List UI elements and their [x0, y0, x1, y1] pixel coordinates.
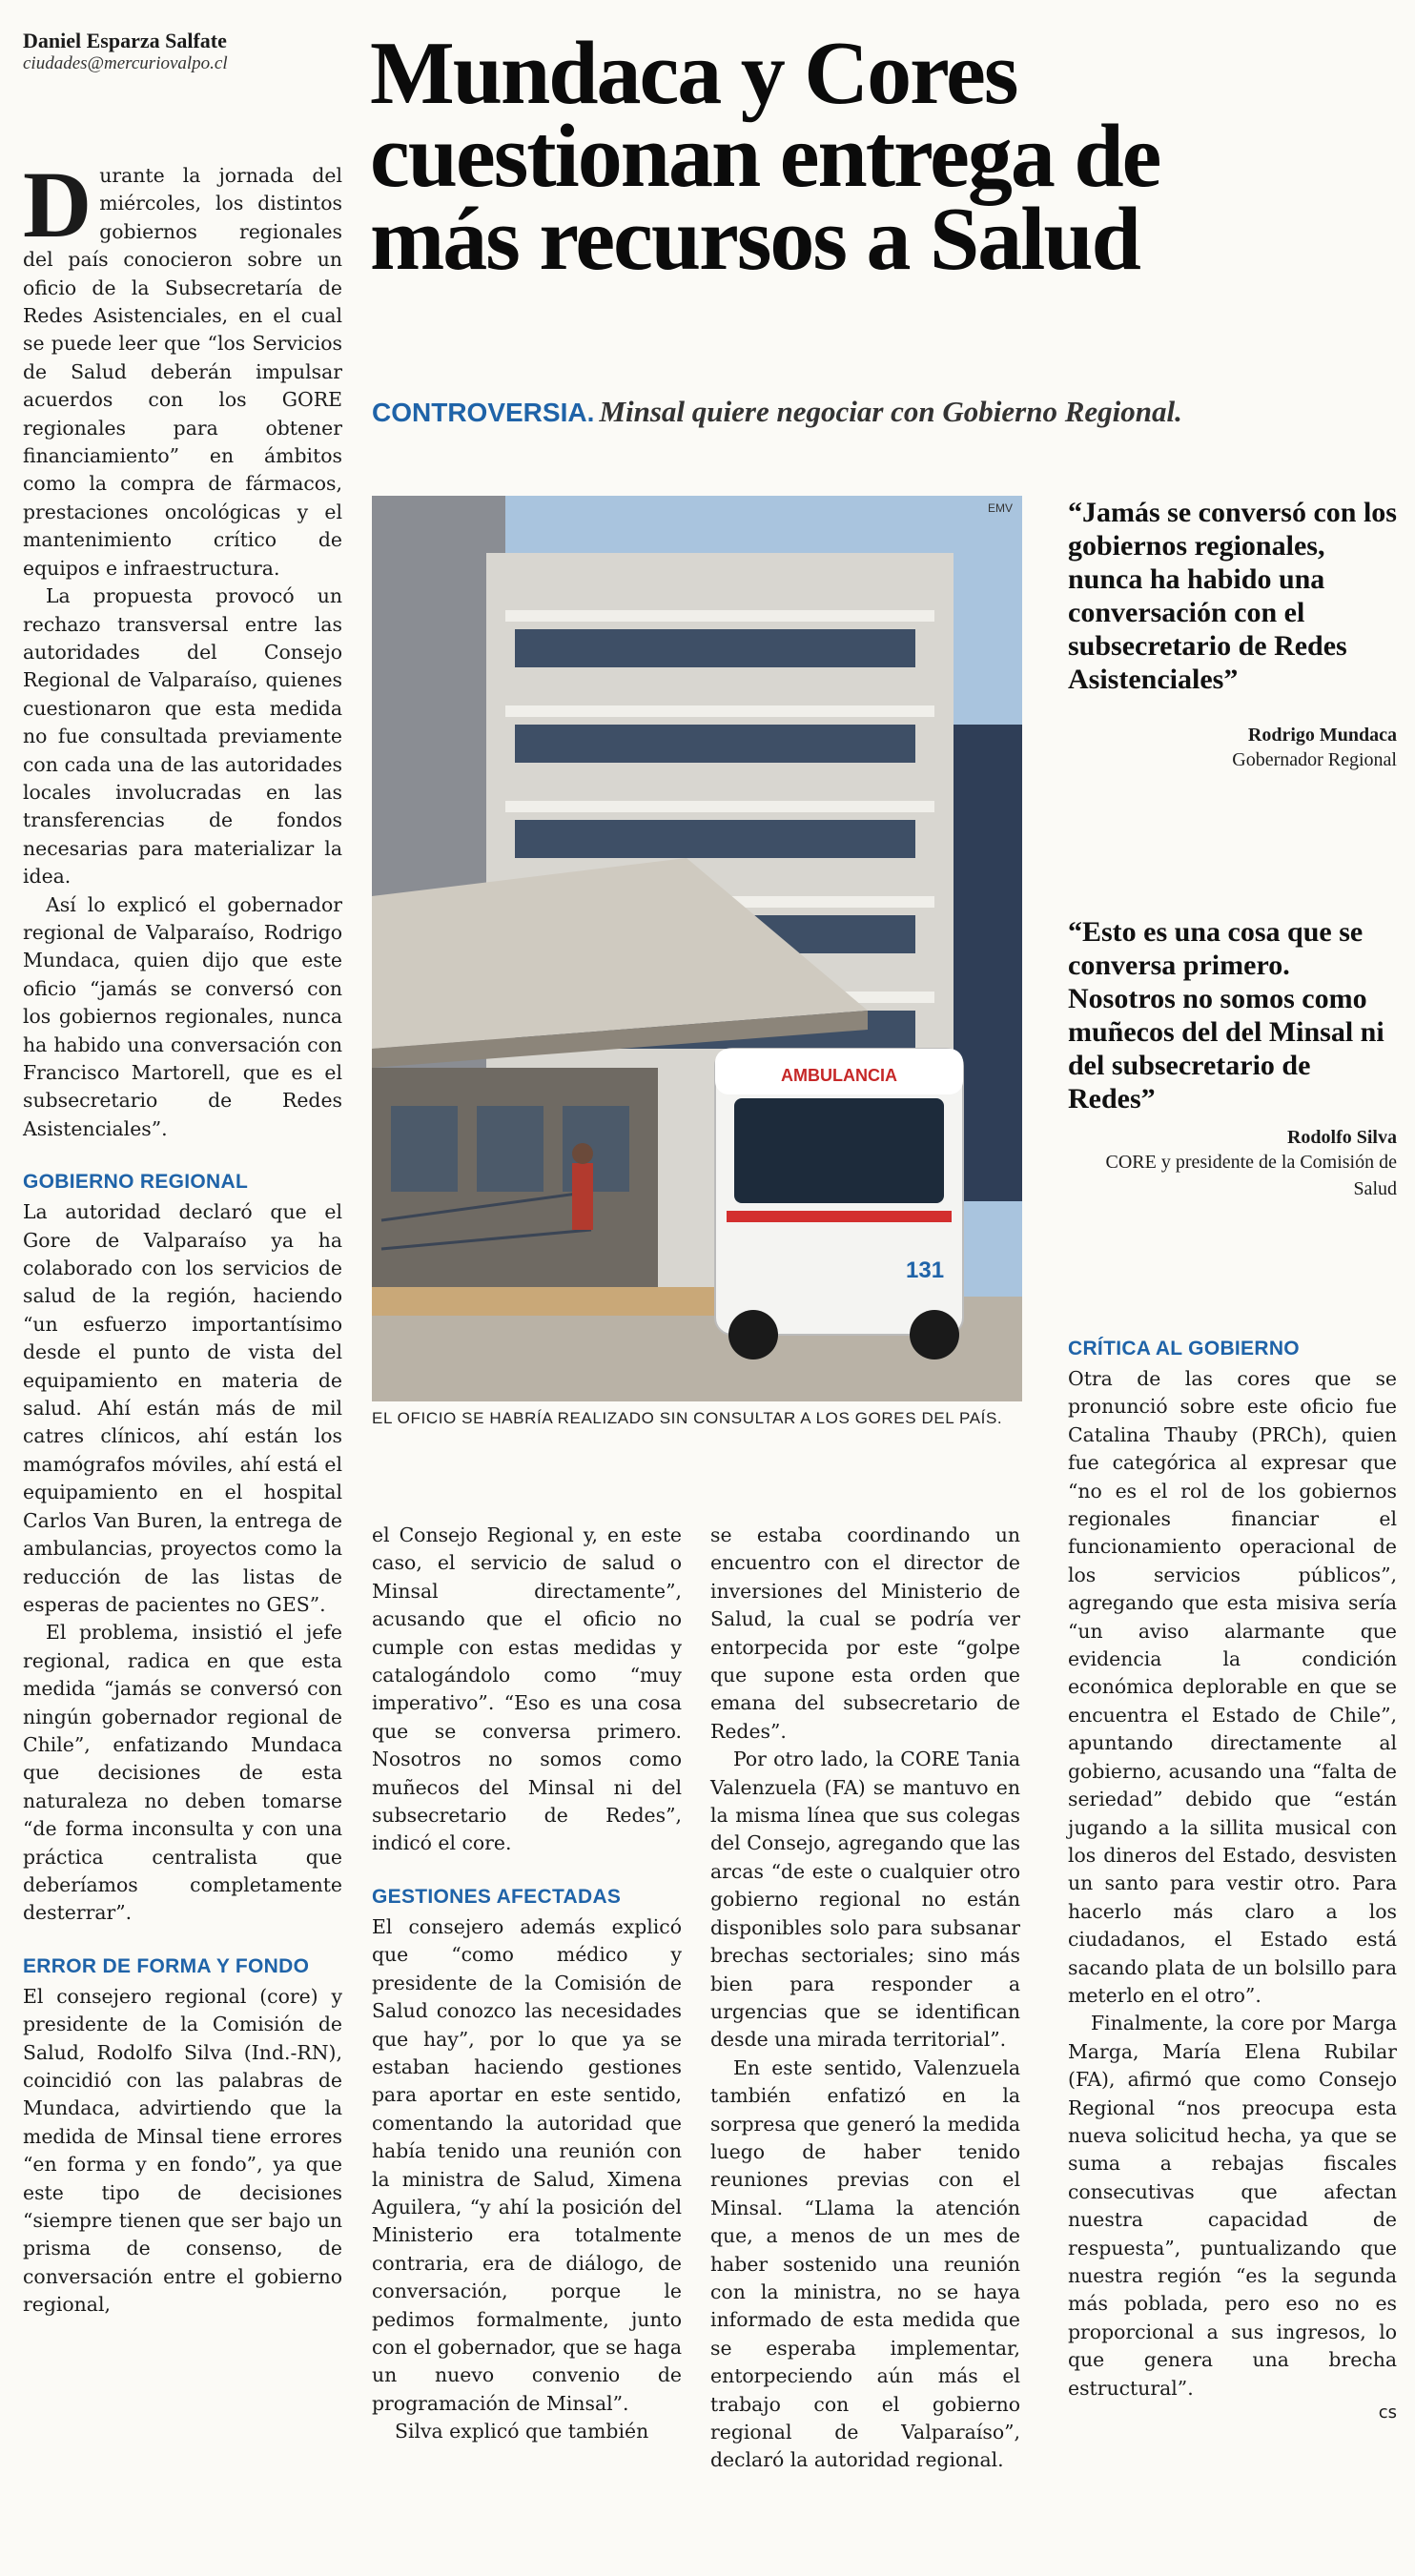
col1-paragraph-2: La propuesta provocó un rechazo transversal entre las autoridades del Consejo Regional de Valparaíso, quienes cuestionaron que esta medida no fue consultada previamente con cada una de las autoridades locales involucradas en las transferencias de fondos necesarias para materializar la idea.	[23, 584, 342, 889]
headline-line-1: Mundaca y Cores	[370, 24, 1017, 123]
col1-paragraph-1: urante la jornada del miércoles, los distintos gobiernos regionales del país conocieron sobre un oficio de la Subsecretaría de Redes Asistenciales, en el cual se puede leer que “los Servicios de Salud deberán impulsar acuerdos con los GORE regionales para obtener financiamiento” en ámbitos como la compra de fármacos, prestaciones oncológicas y el mantenimiento crítico de equipos e infraestructura.	[23, 164, 342, 580]
pull-quote-2-name: Rodolfo Silva	[1286, 1127, 1397, 1148]
pull-quote-2-text: “Esto es una cosa que se conversa primero. Nosotros no somos como muñecos del del Minsal ni del subsecretario de Redes”	[1068, 916, 1384, 1114]
deck: Minsal quiere negociar con Gobierno Regional.	[599, 395, 1182, 428]
subhead-gestiones-afectadas: GESTIONES AFECTADAS	[372, 1885, 622, 1908]
author-email: ciudades@mercuriovalpo.cl	[23, 53, 228, 73]
article-photo	[372, 496, 1022, 1401]
col2-paragraph-3: Silva explicó que también	[395, 2420, 649, 2443]
col1-paragraph-6: El consejero regional (core) y presidente de la Comisión de Salud, Rodolfo Silva (Ind.-RN), coincidió con las palabras de Mundaca, advirtiendo que la medida de Minsal tiene errores “en forma y en fondo”, ya que este tipo de decisiones “siempre tienen que ser bajo un prisma de consenso, de conversación entre el gobierno regional,	[23, 1984, 342, 2317]
byline	[23, 29, 347, 74]
col3-paragraph-2: Por otro lado, la CORE Tania Valenzuela (FA) se mantuvo en la misma línea que sus colegas del Consejo, agregando que las arcas “de este o cualquier otro gobierno regional no están disponibles solo para subsanar brechas sectoriales; sino más bien para responder a urgencias que se identifican desde una mirada territorial”.	[710, 1748, 1020, 2052]
author-name: Daniel Esparza Salfate	[23, 29, 227, 52]
col4-paragraph-1: Otra de las cores que se pronunció sobre este oficio fue Catalina Thauby (PRCh), quien fue categórica al expresar que “no es el rol de los gobiernos regionales financiar el funcionamiento operacional de los servicios públicos”, agregando que esta misiva sería “un aviso alarmante que evidencia la condición económica deplorable en que se encuentra el Estado de Chile”, apuntando directamente al gobierno, acusando una “falta de seriedad” debido que “están jugando a la sillita musical con los dineros del Estado, desvisten un santo para vestir otro. Para hacerlo más claro a los ciudadanos, el Estado está sacando plata de un bolsillo para meterlo en el otro”.	[1068, 1367, 1397, 2007]
col4-paragraph-2: Finalmente, la core por Marga Marga, María Elena Rubilar (FA), afirmó que como Consejo Regional “nos preocupa esta nueva solicitud hecha, ya que se suma a rebajas fiscales consecutivas que afectan nuestra capacidad de respuesta”, puntualizando que nuestra región “es la segunda más poblada, pero eso no es proporcional a sus ingresos, lo que genera una brecha estructural”.	[1068, 2012, 1397, 2400]
kicker: CONTROVERSIA.	[372, 398, 595, 427]
headline-line-2: cuestionan entrega de	[370, 107, 1160, 206]
col1-paragraph-3: Así lo explicó el gobernador regional de Valparaíso, Rodrigo Mundaca, quien dijo que este oficio “jamás se conversó con los gobiernos regionales, nunca ha habido una conversación con Francisco Martorell, que es el subsecretario de Redes Asistenciales”.	[23, 892, 342, 1140]
pull-quote-1-role: Gobernador Regional	[1232, 749, 1397, 770]
col1-paragraph-5: El problema, insistió el jefe regional, radica en que esta medida “jamás se conversó con ningún gobernador regional de Chile”, enfatizando Mundaca que decisiones de esta naturaleza no deben tomarse “de forma inconsulta y con una práctica centralista que deberíamos completamente desterrar”.	[23, 1621, 342, 1925]
deck-line	[372, 395, 1402, 429]
end-mark	[1068, 2402, 1397, 2423]
hospital-illustration	[372, 496, 1022, 1401]
subhead-gobierno-regional: GOBIERNO REGIONAL	[23, 1171, 249, 1194]
column-2	[372, 1522, 682, 2446]
headline	[370, 24, 1400, 289]
ambulance-number: 131	[906, 1257, 945, 1283]
headline-line-3: más recursos a Salud	[370, 190, 1139, 289]
column-1	[23, 152, 342, 2320]
column-3	[710, 1522, 1020, 2475]
drop-cap: D	[23, 152, 92, 257]
col3-paragraph-1: se estaba coordinando un encuentro con el director de inversiones del Ministerio de Salud, la cual se podría ver entorpecida por este “golpe que supone esta orden que emana del subsecretario de Redes”.	[710, 1523, 1020, 1743]
pull-quote-1-text: “Jamás se conversó con los gobiernos regionales, nunca ha habido una conversación con el subsecretario de Redes Asistenciales”	[1068, 497, 1397, 695]
col1-paragraph-4: La autoridad declaró que el Gore de Valparaíso ya ha colaborado con los servicios de salud de la región, haciendo “un esfuerzo importantísimo desde el punto de vista del equipamiento en materia de salud. Ahí están más de mil catres clínicos, ahí están los mamógrafos móviles, ahí está el equipamiento en el hospital Carlos Van Buren, la entrega de ambulancias, proyectos como la reducción de las listas de esperas de pacientes no GES”.	[23, 1200, 342, 1616]
col2-paragraph-1: el Consejo Regional y, en este caso, el servicio de salud o Minsal directamente”, acusando que el oficio no cumple con estas medidas y catalogándolo como “muy imperativo”. “Eso es una cosa que se conversa primero. Nosotros no somos como muñecos del Minsal ni del subsecretario de Redes”, indicó el core.	[372, 1523, 682, 1855]
subhead-critica-al-gobierno: CRÍTICA AL GOBIERNO	[1068, 1338, 1300, 1360]
pull-quote-2-role: CORE y presidente de la Comisión de Salud	[1105, 1152, 1397, 1199]
col2-paragraph-2: El consejero además explicó que “como médico y presidente de la Comisión de Salud conozco las necesidades que hay”, por lo que ya se estaban haciendo gestiones para aportar en este sentido, comentando la autoridad que había tenido una reunión con la ministra de Salud, Ximena Aguilera, “y ahí la posición del Ministerio era totalmente contraria, era de diálogo, de conversación, porque le pedimos formalmente, junto con el gobernador, que se haga un nuevo convenio de programación de Minsal”.	[372, 1914, 682, 2415]
photo-credit: EMV	[987, 501, 1013, 515]
ambulance-label: AMBULANCIA	[781, 1066, 897, 1085]
end-mark-icon: cs	[1378, 2402, 1397, 2423]
photo-caption: EL OFICIO SE HABRÍA REALIZADO SIN CONSULTAR A LOS GORES DEL PAÍS.	[372, 1409, 1003, 1427]
pull-quote-2	[1068, 915, 1397, 1202]
pull-quote-1-name: Rodrigo Mundaca	[1247, 725, 1397, 746]
pull-quote-1	[1068, 496, 1397, 773]
col3-paragraph-3: En este sentido, Valenzuela también enfatizó en la sorpresa que generó la medida luego de haber tenido reuniones previas con el Minsal. “Llama la atención que, a menos de un mes de haber sostenido una reunión con la ministra, no se haya informado de esta medida que se esperaba implementar, entorpeciendo aún más el trabajo con el gobierno regional de Valparaíso”, declaró la autoridad regional.	[710, 2055, 1020, 2472]
subhead-error-forma-fondo: ERROR DE FORMA Y FONDO	[23, 1954, 310, 1977]
column-4	[1068, 1335, 1397, 2423]
